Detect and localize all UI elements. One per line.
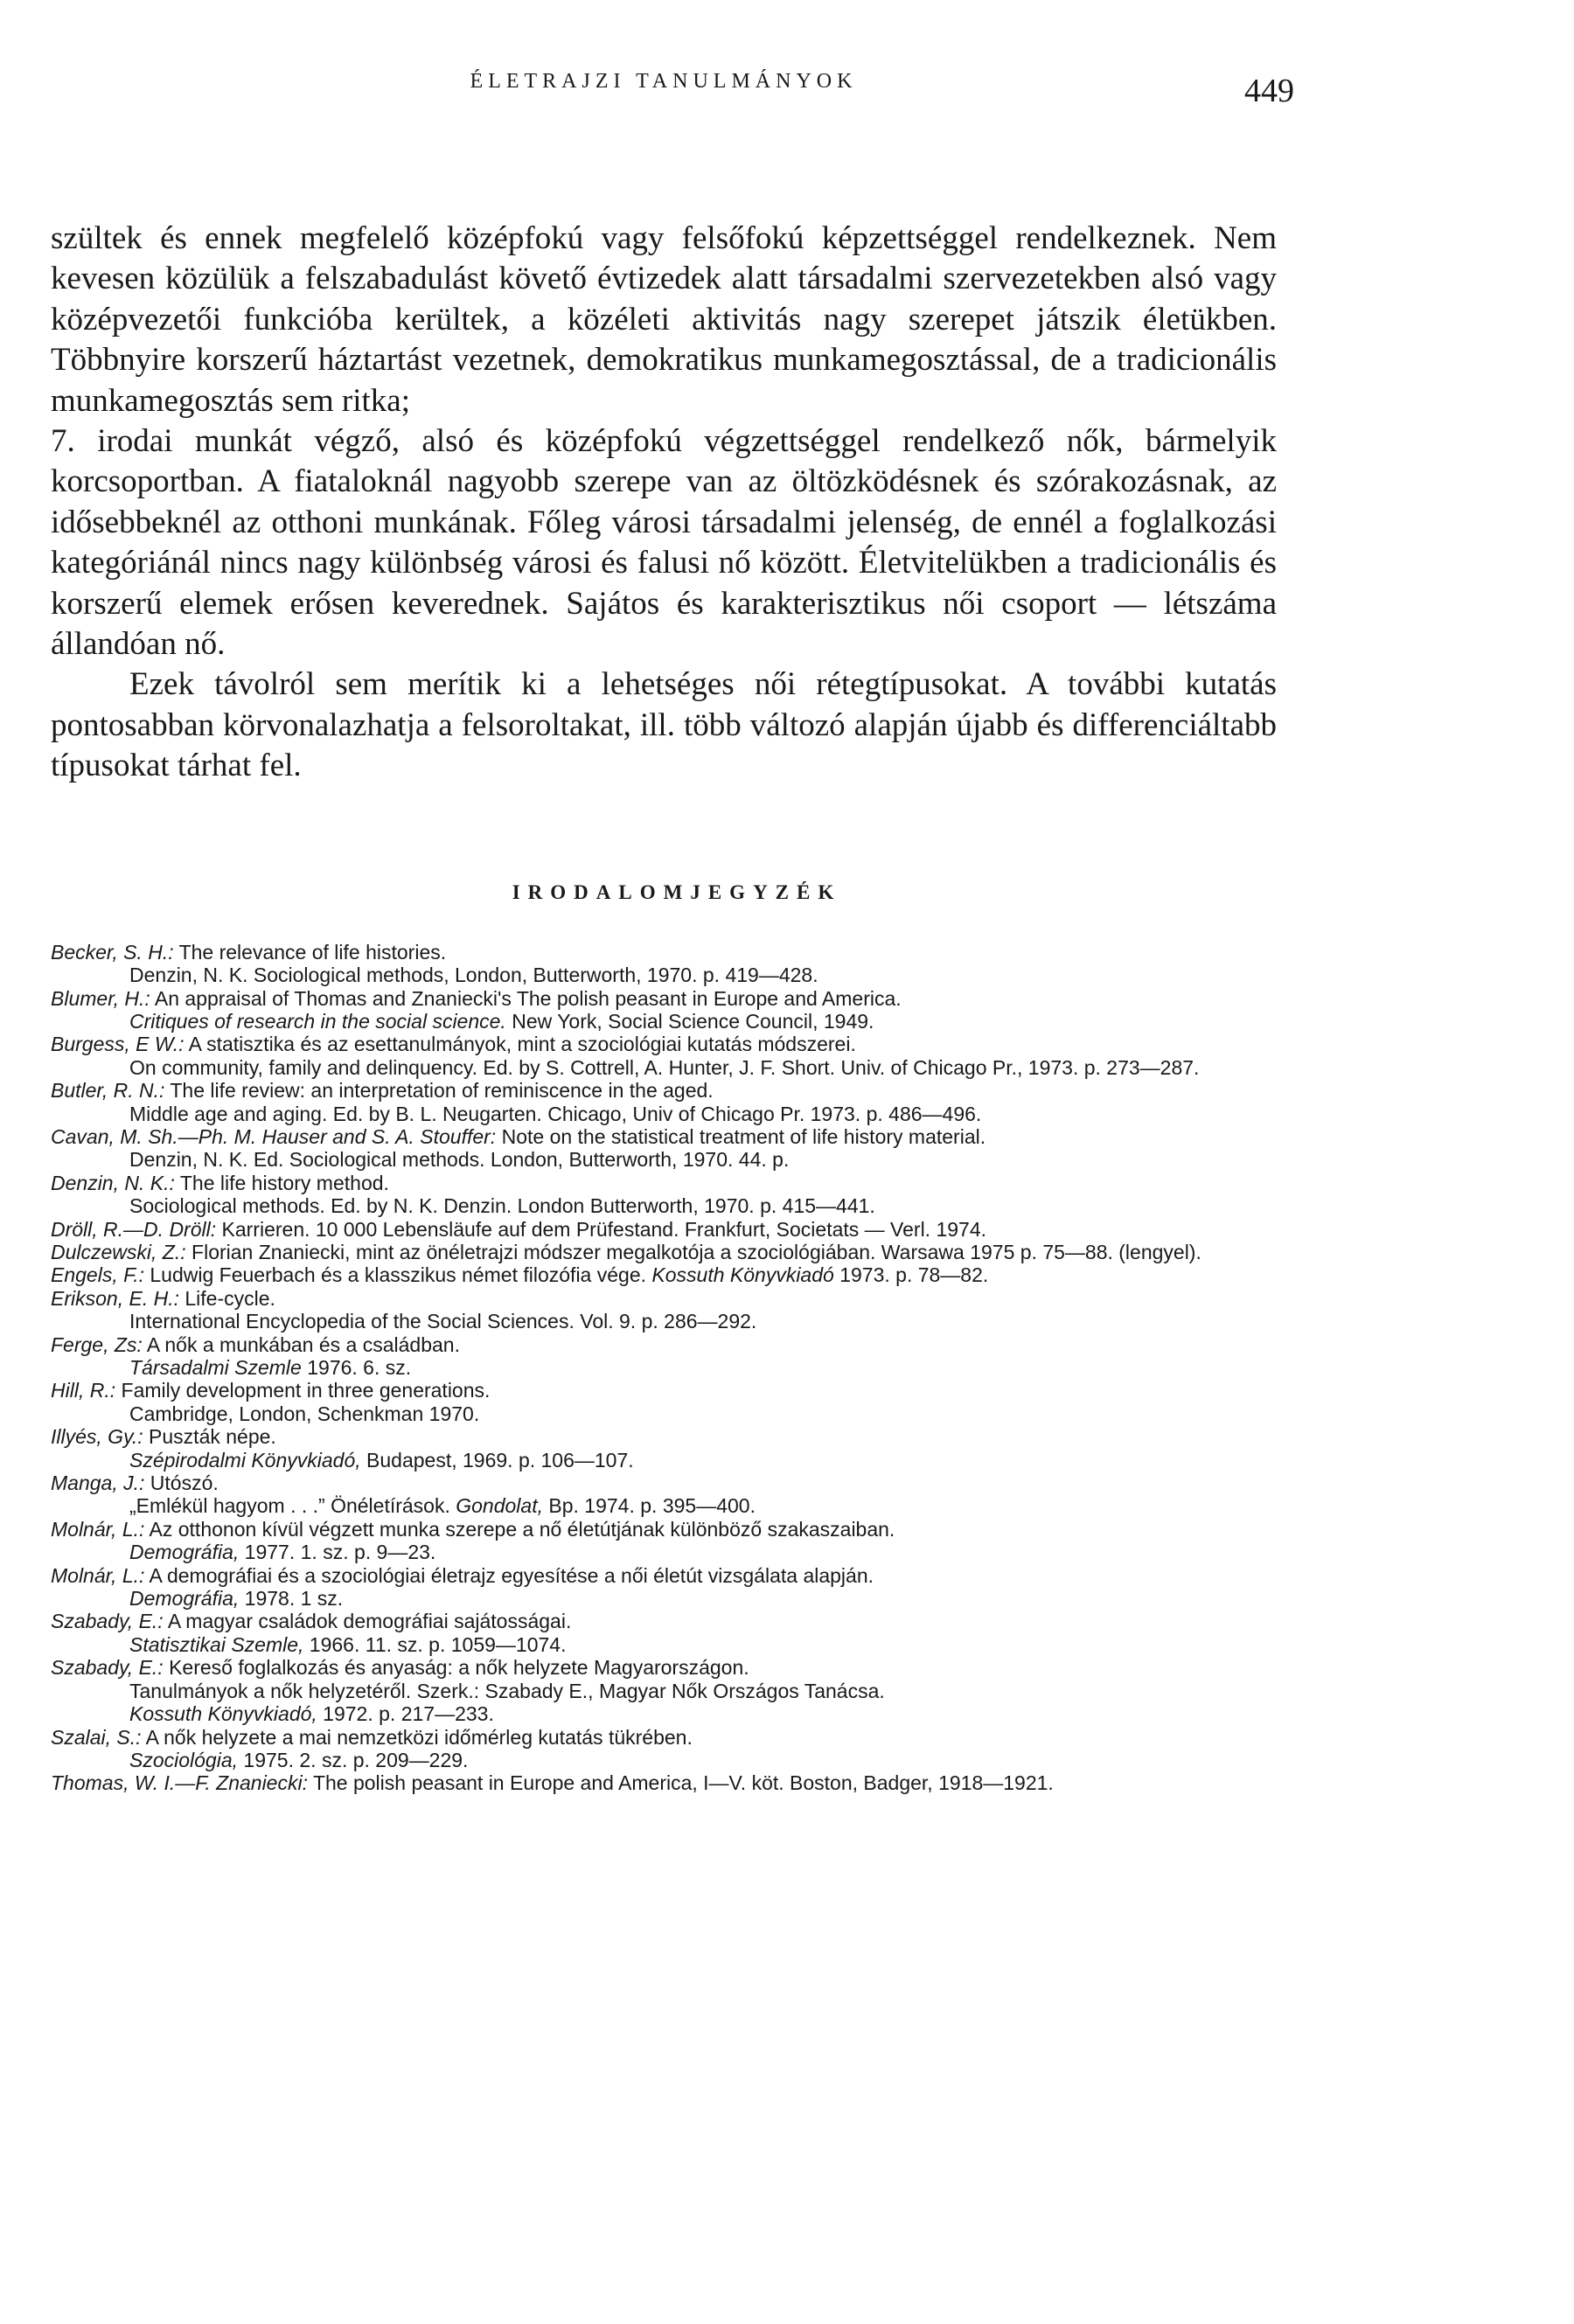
reference-italic: Kossuth Könyvkiadó, [129,1702,317,1726]
reference-entry [51,1218,1277,1241]
reference-text: The polish peasant in Europe and America, I—V. köt. Boston, Badger, 1918—1921. [307,1771,1054,1795]
reference-author: Engels, F.: [51,1263,144,1287]
reference-detail [51,1010,1277,1033]
reference-entry [51,1125,1277,1148]
reference-tail: Bp. 1974. p. 395—400. [543,1494,756,1518]
reference-italic: Szociológia, [129,1748,239,1771]
reference-text: Middle age and aging. Ed. by B. L. Neugarten. Chicago, Univ of Chicago Pr. 1973. p. 486—496. [129,1102,982,1125]
reference-entry [51,1564,1277,1587]
reference-text: Denzin, N. K. Ed. Sociological methods. London, Butterworth, 1970. 44. p. [129,1148,790,1172]
reference-detail [51,1056,1277,1079]
reference-text: Puszták népe. [143,1425,276,1449]
reference-text: Florian Znaniecki, mint az önéletrajzi módszer megalkotója a szociológiában. Warsawa 1975 p. 75—88. (lengyel). [185,1240,1201,1263]
reference-entry [51,1425,1277,1448]
reference-italic: Critiques of research in the social science. [129,1009,506,1033]
reference-text: The relevance of life histories. [173,940,447,964]
reference-text: A magyar családok demográfiai sajátosságai. [163,1610,572,1633]
reference-entry [51,1726,1277,1749]
reference-detail [51,1680,1277,1702]
reference-italic: Statisztikai Szemle, [129,1632,304,1656]
reference-entry [51,1033,1277,1055]
reference-author: Illyés, Gy.: [51,1425,143,1449]
reference-text: The life history method. [174,1171,389,1194]
reference-detail [51,1702,1277,1725]
reference-author: Burgess, E W.: [51,1033,185,1056]
reference-text: 1978. 1 sz. [239,1587,344,1611]
reference-author: Denzin, N. K.: [51,1171,175,1194]
reference-author: Cavan, M. Sh.—Ph. M. Hauser and S. A. Stouffer: [51,1124,497,1148]
reference-text: Karrieren. 10 000 Lebensläufe auf dem Prüfestand. Frankfurt, Societats — Verl. 1974. [216,1217,987,1241]
reference-entry [51,1263,1277,1286]
document-page [51,61,1294,1795]
reference-tail: 1973. p. 78—82. [833,1263,989,1287]
reference-italic: Demográfia, [129,1541,240,1564]
reference-text: Denzin, N. K. Sociological methods, London, Butterworth, 1970. p. 419—428. [129,964,818,987]
reference-author: Szalai, S.: [51,1725,142,1749]
reference-detail [51,1402,1277,1425]
reference-text: 1976. 6. sz. [301,1356,412,1379]
reference-detail [51,1148,1277,1171]
reference-entry [51,1379,1277,1402]
reference-entry [51,1771,1277,1794]
reference-detail [51,1310,1277,1332]
reference-author: Erikson, E. H.: [51,1286,179,1310]
reference-detail [51,1194,1277,1217]
reference-text: „Emlékül hagyom . . .” Önéletírások. [129,1494,456,1518]
reference-author: Hill, R.: [51,1379,116,1402]
reference-detail [51,1103,1277,1125]
reference-text: New York, Social Science Council, 1949. [505,1009,874,1033]
reference-text: A demográfiai és a szociológiai életrajz egyesítése a női életút vizsgálata alapján. [144,1563,874,1587]
references-title: IRODALOMJEGYZÉK [512,880,842,903]
reference-detail [51,1541,1277,1563]
reference-italic-tail: Kossuth Könyvkiadó [651,1263,834,1287]
reference-text: Kereső foglalkozás és anyaság: a nők helyzete Magyarországon. [163,1656,749,1680]
reference-detail [51,1356,1277,1379]
reference-text: 1966. 11. sz. p. 1059—1074. [303,1632,567,1656]
reference-author: Szabady, E.: [51,1656,164,1680]
reference-entry [51,1172,1277,1194]
body-text [51,219,1277,787]
reference-entry [51,1518,1277,1541]
reference-text: A nők a munkában és a családban. [142,1332,460,1356]
reference-text: 1972. p. 217—233. [317,1702,494,1726]
reference-text: Sociological methods. Ed. by N. K. Denzin. London Butterworth, 1970. p. 415—441. [129,1194,875,1218]
reference-author: Manga, J.: [51,1472,145,1495]
reference-italic-tail: Gondolat, [456,1494,543,1518]
reference-entry [51,1241,1277,1263]
reference-author: Molnár, L.: [51,1563,145,1587]
reference-author: Ferge, Zs: [51,1332,143,1356]
reference-detail [51,1587,1277,1610]
reference-detail [51,1749,1277,1771]
reference-detail [51,964,1277,986]
reference-author: Becker, S. H.: [51,940,174,964]
reference-text: Ludwig Feuerbach és a klasszikus német filozófia vége. [143,1263,652,1287]
reference-entry [51,941,1277,964]
reference-text: 1977. 1. sz. p. 9—23. [239,1541,436,1564]
references-list [51,941,1277,1795]
reference-text: A statisztika és az esettanulmányok, mint a szociológiai kutatás módszerei. [184,1033,856,1056]
reference-detail [51,1449,1277,1472]
reference-text: Tanulmányok a nők helyzetéről. Szerk.: Szabady E., Magyar Nők Országos Tanácsa. [129,1679,885,1702]
reference-detail [51,1494,1277,1517]
reference-entry [51,1656,1277,1679]
page-number: 449 [1244,73,1294,109]
reference-entry [51,1287,1277,1310]
paragraph: szültek és ennek megfelelő középfokú vagy felsőfokú képzettséggel rendelkeznek. Nem kevesen közülük a felszabadulást követő évtizedek alatt társadalmi szervezetekben alsó vagy középvezetői funkcióba kerültek, a közéleti aktivitás nagy szerepet játszik életükben. Többnyire korszerű háztartást vezetnek, demokratikus munkamegosztással, de a tradicionális munkamegosztás sem ritka; [51,220,1277,419]
reference-author: Szabady, E.: [51,1610,164,1633]
reference-italic: Szépirodalmi Könyvkiadó, [129,1448,361,1472]
reference-text: Family development in three generations. [115,1379,491,1402]
reference-entry [51,1333,1277,1356]
paragraph: 7. irodai munkát végző, alsó és középfokú végzettséggel rendelkező nők, bármelyik korcsoportban. A fiataloknál nagyobb szerepe van az öltözködésnek és szórakozásnak, az idősebbeknél az otthoni munkának. Főleg városi társadalmi jelenség, de ennél a foglalkozási kategóriánál nincs nagy különbség városi és falusi nő között. Életvitelükben a tradicionális és korszerű elemek erősen keverednek. Sajátos és karakterisztikus női csoport — létszáma állandóan nő. [51,423,1277,663]
reference-author: Molnár, L.: [51,1517,145,1541]
reference-text: 1975. 2. sz. p. 209—229. [238,1748,469,1771]
reference-text: Life-cycle. [178,1286,275,1310]
reference-text: On community, family and delinquency. Ed. by S. Cottrell, A. Hunter, J. F. Short. Univ. of Chicago Pr., 1973. p. 273—287. [129,1055,1200,1079]
reference-text: Az otthonon kívül végzett munka szerepe a nő életútjának különböző szakaszaiban. [144,1517,895,1541]
reference-entry [51,1079,1277,1102]
reference-text: Cambridge, London, Schenkman 1970. [129,1402,480,1425]
reference-entry [51,987,1277,1010]
reference-text: International Encyclopedia of the Social Sciences. Vol. 9. p. 286—292. [129,1310,757,1333]
reference-entry [51,1472,1277,1494]
reference-text: Budapest, 1969. p. 106—107. [360,1448,634,1472]
reference-detail [51,1633,1277,1656]
reference-text: A nők helyzete a mai nemzetközi időmérleg kutatás tükrében. [141,1725,693,1749]
reference-author: Butler, R. N.: [51,1079,165,1103]
reference-italic: Társadalmi Szemle [129,1356,302,1379]
reference-text: Note on the statistical treatment of life history material. [496,1124,986,1148]
reference-author: Dulczewski, Z.: [51,1240,186,1263]
reference-text: Utószó. [144,1472,219,1495]
reference-entry [51,1610,1277,1632]
paragraph: Ezek távolról sem merítik ki a lehetséges női rétegtípusokat. A további kutatás pontosabban körvonalazhatja a felsoroltakat, ill. több változó alapján újabb és differenciáltabb típusokat tárhat fel. [51,666,1277,784]
reference-text: An appraisal of Thomas and Znaniecki's The polish peasant in Europe and America. [150,986,902,1010]
page-header [51,61,1294,114]
reference-author: Dröll, R.—D. Dröll: [51,1217,217,1241]
running-head: ÉLETRAJZI TANULMÁNYOK [470,70,858,93]
reference-text: The life review: an interpretation of reminiscence in the aged. [164,1079,714,1103]
reference-author: Thomas, W. I.—F. Znaniecki: [51,1771,308,1795]
reference-author: Blumer, H.: [51,986,150,1010]
reference-italic: Demográfia, [129,1587,240,1611]
